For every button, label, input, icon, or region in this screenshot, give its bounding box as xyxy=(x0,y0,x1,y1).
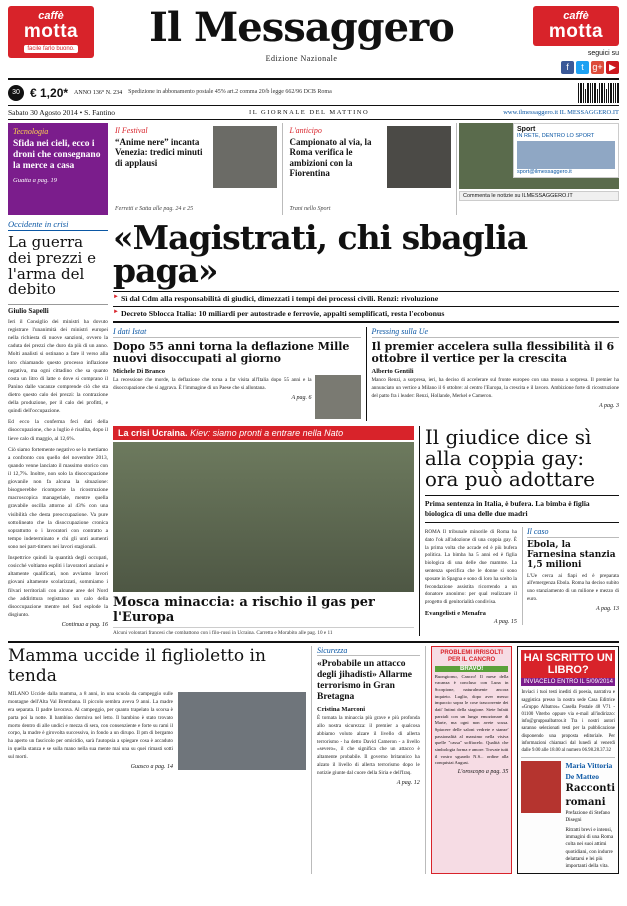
sicurezza-kicker: Sicurezza xyxy=(317,646,420,656)
teaser-anticipo[interactable] xyxy=(285,123,458,215)
adoption-body: ROMA Il tribunale minorile di Roma ha dato l'ok all'adozione di una coppia gay. È la prima volta che accade ed è più bufera politica. La bimba ha 5 anni ed è figlia biologica di una delle due mamme. La sentenza specifica che le donne si sono sposate in Spagna e sono di loro ha scelto la fecondazione assistita ricorrendo a un donatore anonimo: per qual realizzare il progetto di genitorialità condivisa. xyxy=(424,528,517,606)
sicurezza-page-ref[interactable]: A pag. 12 xyxy=(396,779,420,786)
social-block xyxy=(509,6,619,74)
title-block xyxy=(94,6,509,63)
teaser-footer: Trani nello Sport xyxy=(289,206,331,212)
article-kicker: Pressing sulla Ue xyxy=(372,327,620,338)
sponsor-logo-right-line1: caffè xyxy=(563,10,589,22)
article-thumbnail xyxy=(315,375,361,419)
teaser-headline: Sfida nei cieli, ecco i droni che consegnano la merce a casa xyxy=(13,139,101,171)
issue-number: ANNO 136° N. 234 xyxy=(74,89,123,96)
lead-headline: «Magistrati, chi sbaglia paga» xyxy=(113,218,528,290)
article-adoption[interactable] xyxy=(419,426,619,636)
ukraine-caption: Alcuni volontari francesi che combattono con i filo-russi in Ucraina. Carretta e Morabito alle pag. 10 e 11 xyxy=(113,627,414,636)
comment-bar[interactable]: Commenta le notizie su ILMESSAGGERO.IT xyxy=(459,191,619,201)
follow-label: seguici su xyxy=(587,50,619,57)
sponsor-logo-right xyxy=(533,6,619,46)
sponsor-logo-right-line2: motta xyxy=(548,21,604,42)
sport-promo-title: Sport xyxy=(517,126,536,133)
adoption-headline: Il giudice dice sì alla coppia gay: ora può adottare xyxy=(424,425,596,492)
youtube-icon[interactable]: ▶ xyxy=(606,61,619,74)
teaser-tecnologia[interactable] xyxy=(8,123,108,215)
article-mamma[interactable] xyxy=(8,646,306,874)
ad-body: Inviaci i tuoi testi inediti di poesia, narrativa e saggistica presso la nostra sede Casa Editrice «Gruppo Albatros» Casella Postale 48 V71 - 01100 Viterbo oppure via e-mail all'indirizzo: info@gruppoalbatros.it Tra i nostri autori saranno selezionati testi per la pubblicazione disponendo una proposta editoriale. Per informazioni chiamaci dal lunedì al venerdì dalle 9.00 alle 18.00 al numero 06.98.28.37.32 xyxy=(521,690,615,753)
left-author: Giulio Sapelli xyxy=(8,304,108,315)
article-sicurezza[interactable] xyxy=(311,646,426,874)
lead-bullet-2: ► Decreto Sblocca Italia: 10 miliardi per autostrade e ferrovie, appalti semplificati, resta l'ecobonus xyxy=(113,306,619,323)
twitter-icon[interactable]: t xyxy=(576,61,589,74)
article-ebola[interactable] xyxy=(522,527,619,625)
left-headline: La guerra dei prezzi e l'arma del debito xyxy=(8,233,96,299)
ukraine-kicker xyxy=(113,426,414,440)
ukraine-caption-headline: Mosca minaccia: a rischio il gas per l'Europa xyxy=(113,595,375,626)
article-ue[interactable] xyxy=(366,327,620,421)
horoscope-box[interactable] xyxy=(431,646,513,874)
mamma-page-ref[interactable]: Guasco a pag. 14 xyxy=(130,763,173,770)
article-page-ref[interactable]: A pag. 6 xyxy=(291,395,312,402)
teaser-headline: “Anime nere” incanta Venezia: tredici minuti di applausi xyxy=(115,137,203,168)
dateline-website[interactable]: www.ilmessaggero.it IL MESSAGGERO.IT xyxy=(503,109,619,116)
top-teasers xyxy=(8,123,619,215)
horoscope-stamp: BRAVO! xyxy=(435,666,509,672)
google-plus-icon[interactable]: g+ xyxy=(592,62,603,72)
ukraine-row xyxy=(113,426,619,636)
sponsor-logo-left-line2: motta xyxy=(23,21,79,42)
article-kicker: I dati Istat xyxy=(113,327,361,338)
teaser-footer: Ferretti e Satta alle pag. 24 e 25 xyxy=(115,206,194,212)
lead-bullet-1: ► Sì dal Cdm alla responsabilità di giudici, dimezzati i tempi dei processi civili. Renzi: rivoluzione xyxy=(113,291,619,306)
dateline-motto: IL GIORNALE DEL MATTINO xyxy=(249,109,370,116)
ebola-page-ref[interactable]: A pag. 13 xyxy=(595,605,619,612)
facebook-icon[interactable]: f xyxy=(561,61,574,74)
article-body: Manco Renzi, a sorpresa, ieri, ha deciso di accelerare sul fronte europeo con una mossa a sorpresa. Il premier ha annunciato un vertice a Milano il 6 ottobre: al centro l'Europa, la crescita e il lavoro. Ambizione forte di ricostruzione del patto fra i leader: Renzi, Hollande, Merkel e Cameron. xyxy=(371,377,619,400)
teaser-photo xyxy=(387,126,451,188)
price-label: € 1,20* xyxy=(30,85,69,100)
sponsor-logo-left-line1: caffè xyxy=(38,10,64,22)
book-preface: Prefazione di Stefano Disegni xyxy=(565,810,611,824)
edition-label: Edizione Nazionale xyxy=(265,54,338,63)
adoption-page-ref[interactable]: A pag. 15 xyxy=(493,618,517,625)
masthead xyxy=(8,6,619,78)
mid-article-row xyxy=(113,327,619,421)
ad-book-promo xyxy=(521,757,615,870)
page-title: Il Messaggero xyxy=(149,4,454,51)
teaser-kicker: Il Festival xyxy=(115,126,148,135)
book-details xyxy=(565,761,615,870)
article-istat[interactable] xyxy=(113,327,361,421)
horoscope-title: PROBLEMI IRRISOLTI PER IL CANCRO xyxy=(440,650,503,664)
sport-promo-url[interactable]: sport@ilmessaggero.it xyxy=(517,169,572,175)
ad-subtitle: INVIACELO ENTRO IL 5/09/2014 xyxy=(521,678,615,686)
article-ukraine[interactable] xyxy=(113,426,414,636)
day-badge: 30 xyxy=(8,85,24,101)
adoption-sub-row xyxy=(425,527,619,625)
teaser-headline: Campionato al via, la Roma verifica le ambizioni con la Fiorentina xyxy=(289,137,372,179)
dateline-date: Sabato 30 Agosto 2014 • S. Fantino xyxy=(8,108,116,117)
article-headline: Dopo 55 anni torna la deflazione Mille nuovi disoccupati al giorno xyxy=(113,340,350,366)
article-author: Alberto Gentili xyxy=(371,368,414,376)
sport-promo-box[interactable] xyxy=(513,123,619,178)
social-icons xyxy=(509,61,619,74)
ukraine-kicker-rest: Kiev: siamo pronti a entrare nella Nato xyxy=(190,428,344,439)
adoption-bullet: Prima sentenza in Italia, è bufera. La bimba è figlia biologica di una delle due madri xyxy=(425,495,619,523)
adoption-body-col xyxy=(425,527,517,625)
book-title: Racconti romani xyxy=(565,783,615,809)
postal-note: Spedizione in abbonamento postale 45% art.2 comma 20/b legge 662/96 DCB Roma xyxy=(128,88,332,95)
book-cover-image xyxy=(521,761,561,813)
left-section-label: Occidente in crisi xyxy=(8,219,108,231)
book-author: Maria Vittoria De Matteo xyxy=(565,761,613,781)
ebola-headline: Ebola, la Farnesina stanzia 1,5 milioni xyxy=(526,539,616,570)
ukraine-photo xyxy=(113,442,414,592)
advertisement[interactable] xyxy=(517,646,619,874)
sport-promo-image xyxy=(517,141,615,169)
adoption-author: Evangelisti e Menafra xyxy=(424,609,486,617)
left-opinion-column xyxy=(8,219,108,636)
teaser-kicker: Tecnologia xyxy=(13,127,49,136)
main-content xyxy=(8,219,619,636)
left-paragraph-3: Ciò siamo fortemente negativo se lo mettiamo a confronto con quello del novembre 2013, quando venne lanciato il massimo storico con il 12,7%. Inoltre, non solo la disoccupazione giovanile non fa alcuna la situazione: bisognerebbe ricomporre la ricostruzione macroscopica manageriale, mentre quella gravabile oscilla attorno al 43% con una visibilità che desta preoccupazione. Va pure sottolineato che la disoccupazione cronica soprattutto o i lavoratori con contratto a tempo indeterminato e chi gli unti aumenti sono nei part-timers nei lavori stagionali. xyxy=(8,446,108,550)
left-continue-ref[interactable]: Continua a pag. 16 xyxy=(61,621,108,628)
teaser-photo xyxy=(213,126,277,188)
sicurezza-headline: «Probabile un attacco degli jihadisti» Allarme terrorismo in Gran Bretagna xyxy=(317,659,412,703)
teaser-kicker: L'anticipo xyxy=(289,126,322,135)
mamma-body: MILANO Uccide dalla mamma, a 8 anni, in una scuola da campeggio sulle montagne dell'Alta Val Brembana. Il piccolo sembra aveva 9 anni. La madre era separata. Il padre lavorava. Al campeggio, per quanto trapelato la scorsa è parta poi la notte. Il bambino dormiva nel letto. Il bambino è stato trovato morto dentro di alle undici e mezza di sera, con consenziente e forte su rami il corpo, la madre è girovolta successiva, in fondo a un dirupo. Il pm di bergamo ha aperto un fascicolo per omicidio, sarà l'autopsia a spiegare cosa è accaduto in quella stanza e se sulla mano nella sua mente mai una su quei rimasti sotti sul morti. xyxy=(8,691,173,760)
price-bar xyxy=(8,78,619,106)
center-column xyxy=(113,219,619,636)
article-author: Michele Di Branco xyxy=(113,368,165,376)
mamma-photo xyxy=(178,692,306,770)
sponsor-logo-left-line3: facile farlo buono. xyxy=(24,45,77,53)
article-body: La recessione che morde, la deflazione che torna a far visita all'Italia dopo 55 anni e la disoccupazione che si aggrava. È l'immagine di un Paese che si allontana. xyxy=(113,377,312,392)
barcode-icon xyxy=(578,83,619,103)
ukraine-kicker-main: La crisi Ucraina. xyxy=(118,428,188,439)
bottom-row xyxy=(8,641,619,874)
article-page-ref[interactable]: A pag. 3 xyxy=(598,402,619,409)
teaser-sport-promo[interactable] xyxy=(459,123,619,215)
ebola-body: L'Ue cerca ai fiapi ed è preparata all'emergenza Ebola. Roma ha deciso subito uno stanziamento di un milione e mezzo di euro. xyxy=(526,572,619,602)
mamma-columns xyxy=(8,689,306,770)
teaser-footer: Guatta a pag. 19 xyxy=(13,176,58,184)
book-blurb: Ritratti brevi e intensi, immagini di una Roma colta nei suoi attimi quotidiani, con indurre delattarsi e lei più importanti della vita. xyxy=(565,826,614,870)
sicurezza-body: È tornata la minaccia più grave e più profonda allo nostra sicurezza: il premier a qualcosa abbiamo voluto alzare il livello di allerta terrorismo - ha detto David Cameron - a livello «severo», il che significa che un attacco è altamente probabile. Il governo britannico ha alzato il livello di allerta terrorismo dopo le notizie giunte dal cuore della Siria e dell'Iraq. xyxy=(317,715,420,776)
dateline xyxy=(8,106,619,120)
sponsor-logo-left xyxy=(8,6,94,58)
ebola-kicker: Il caso xyxy=(527,527,619,538)
ad-title: HAI SCRITTO UN LIBRO? xyxy=(521,650,615,678)
article-headline: Il premier accelera sulla flessibilità il 6 ottobre il vertice per la crescita xyxy=(371,340,615,366)
mamma-headline: Mamma uccide il figlioletto in tenda xyxy=(8,646,266,687)
sicurezza-author: Cristina Marconi xyxy=(317,706,366,714)
left-paragraph-4: Inspettrice quindi la quantità degli occupati, cosicché voltiamo espliti i lavoratori anziani e altamente qualificati, non avviamo lavori giovani altamente scolarizzati, sommiamo i filvari territoriali con alcune aree del Nord che addirittura registrano un calo della disoccupazione mentre nel Sud esplode la disgiunto. xyxy=(8,555,108,618)
sport-promo-subtitle: IN RETE, DENTRO LO SPORT xyxy=(517,133,595,139)
teaser-festival[interactable] xyxy=(110,123,283,215)
left-paragraph-1: Ieri il Consiglio dei ministri ha dovuto registrare l'unanimità dei ministri europei nella richiesta di nuove sanzioni, ovvero la caduta dei prezzi che duro da più di un anno. Molti analisti si ostinano a fare il verso alla loro chiamando questo processo inflazione negativa, ma ogni cittadino che sa quanto costa un litro di latte o dove si comprano il Panino dalle vacanze comprende ciò che sta dietro questo calo dei prezzi: la contrazione della produzione, per il calo dei profitti, e quindi dell'occupazione. xyxy=(8,319,108,415)
horoscope-page-ref[interactable]: L'oroscopo a pag. 35 xyxy=(457,768,509,775)
horoscope-body: Buongiorno, Cancro! Il mese della vacanza è concluso con Luna in Scorpione, naturalmente ancora inquieto. Luglio, dopo aver messo impaccio sopra le cose trascorrente dei dati' Intimi della stagione. Siete Infatti parziali con un lungo emozionare di Marte, ma ogni non avete scusa. Spiacere delle saloni vedrete e stanze' passionalità al massimo nella visiva quelle "cassa" soffiacelo. Qualità che simbologia forma e amore. Trovate tutti il vostro sguardo N.S... ordine alla conquistai August. xyxy=(434,673,509,766)
left-paragraph-2: Ed ecco la conferma feci dati della disoccupazione, che a luglio è risalita, dopo il lieve calo di maggio, al 12,6%. xyxy=(8,419,108,442)
